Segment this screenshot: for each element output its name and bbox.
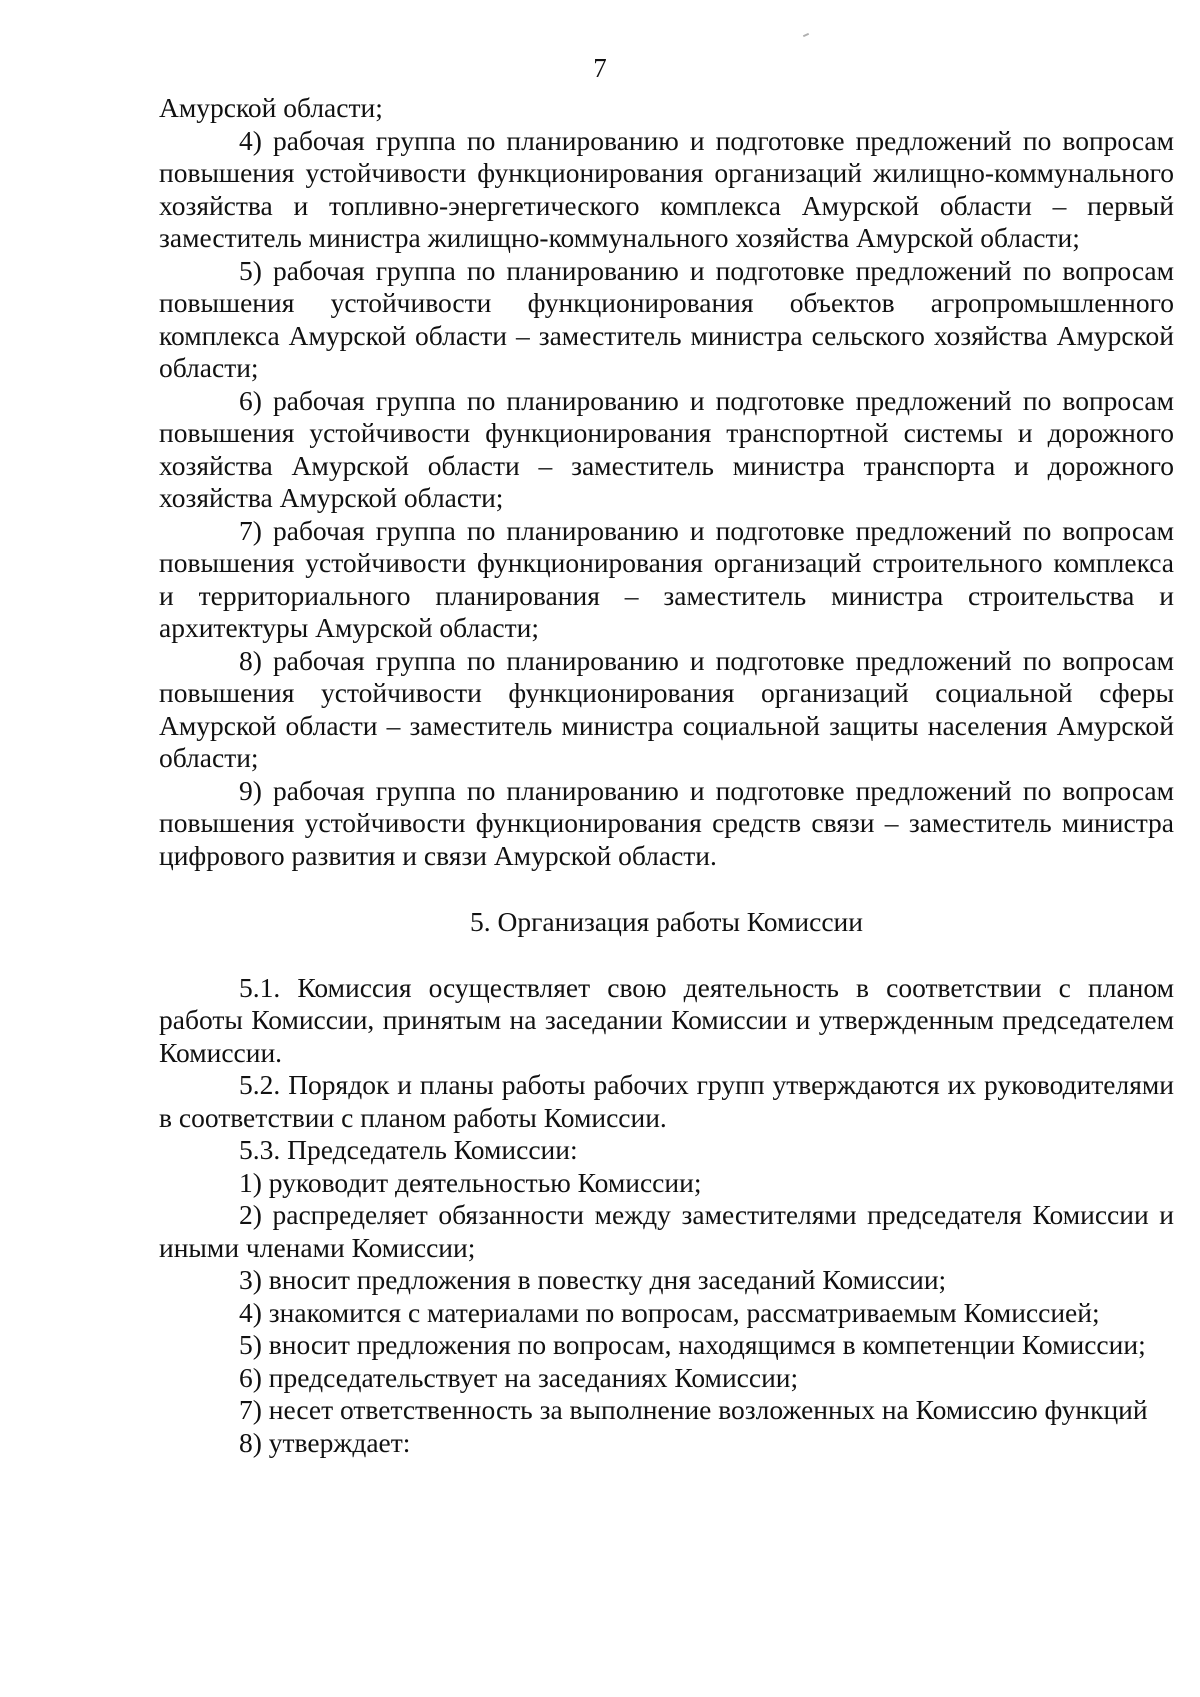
section-heading: 5. Организация работы Комиссии bbox=[470, 906, 863, 937]
chairman-duty-6: 6) председательствует на заседаниях Комиссии; bbox=[239, 1361, 799, 1393]
chairman-duty-2: 2) распределяет обязанности между заместителями председателя Комиссии и иными членами Комиссии; bbox=[159, 1199, 1174, 1263]
clause-5-2: 5.2. Порядок и планы работы рабочих групп утверждаются их руководителями в соответствии с планом работы Комиссии. bbox=[159, 1069, 1174, 1133]
working-group-item-6: 6) рабочая группа по планированию и подготовке предложений по вопросам повышения устойчивости функционирования транспортной системы и дорожного хозяйства Амурской области – заместитель министра транспорта и дорожного хозяйства Амурской области; bbox=[159, 384, 1174, 513]
clause-5-1: 5.1. Комиссия осуществляет свою деятельность в соответствии с планом работы Комиссии, принятым на заседании Комиссии и утвержденным председателем Комиссии. bbox=[159, 971, 1174, 1068]
page-number: 7 bbox=[593, 53, 607, 83]
working-group-item-7: 7) рабочая группа по планированию и подготовке предложений по вопросам повышения устойчивости функционирования организаций строительного комплекса и территориального планирования – заместитель министра строительства и архитектуры Амурской области; bbox=[159, 514, 1174, 643]
working-group-item-8: 8) рабочая группа по планированию и подготовке предложений по вопросам повышения устойчивости функционирования организаций социальной сферы Амурской области – заместитель министра социальной защиты населения Амурской области; bbox=[159, 644, 1174, 773]
document-body bbox=[159, 92, 1174, 1459]
chairman-duty-1: 1) руководит деятельностью Комиссии; bbox=[239, 1166, 702, 1198]
working-group-item-9: 9) рабочая группа по планированию и подготовке предложений по вопросам повышения устойчивости функционирования средств связи – заместитель министра цифрового развития и связи Амурской области. bbox=[159, 774, 1174, 871]
chairman-duty-8: 8) утверждает: bbox=[239, 1426, 411, 1458]
chairman-duty-5: 5) вносит предложения по вопросам, находящимся в компетенции Комиссии; bbox=[239, 1329, 1146, 1360]
working-group-item-4: 4) рабочая группа по планированию и подготовке предложений по вопросам повышения устойчивости функционирования организаций жилищно-коммунального хозяйства и топливно-энергетического комплекса Амурской области – первый заместитель министра жилищно-коммунального хозяйства Амурской области; bbox=[159, 124, 1174, 253]
clause-5-3: 5.3. Председатель Комиссии: bbox=[239, 1134, 578, 1165]
chairman-duty-3: 3) вносит предложения в повестку дня заседаний Комиссии; bbox=[239, 1264, 947, 1295]
chairman-duty-4: 4) знакомится с материалами по вопросам, рассматриваемым Комиссией; bbox=[239, 1296, 1100, 1328]
scan-speck bbox=[803, 33, 809, 37]
working-group-item-5: 5) рабочая группа по планированию и подготовке предложений по вопросам повышения устойчивости функционирования объектов агропромышленного комплекса Амурской области – заместитель министра сельского хозяйства Амурской области; bbox=[159, 254, 1174, 383]
chairman-duty-7: 7) несет ответственность за выполнение возложенных на Комиссию функций bbox=[239, 1394, 1148, 1425]
lead-fragment: Амурской области; bbox=[159, 92, 383, 123]
